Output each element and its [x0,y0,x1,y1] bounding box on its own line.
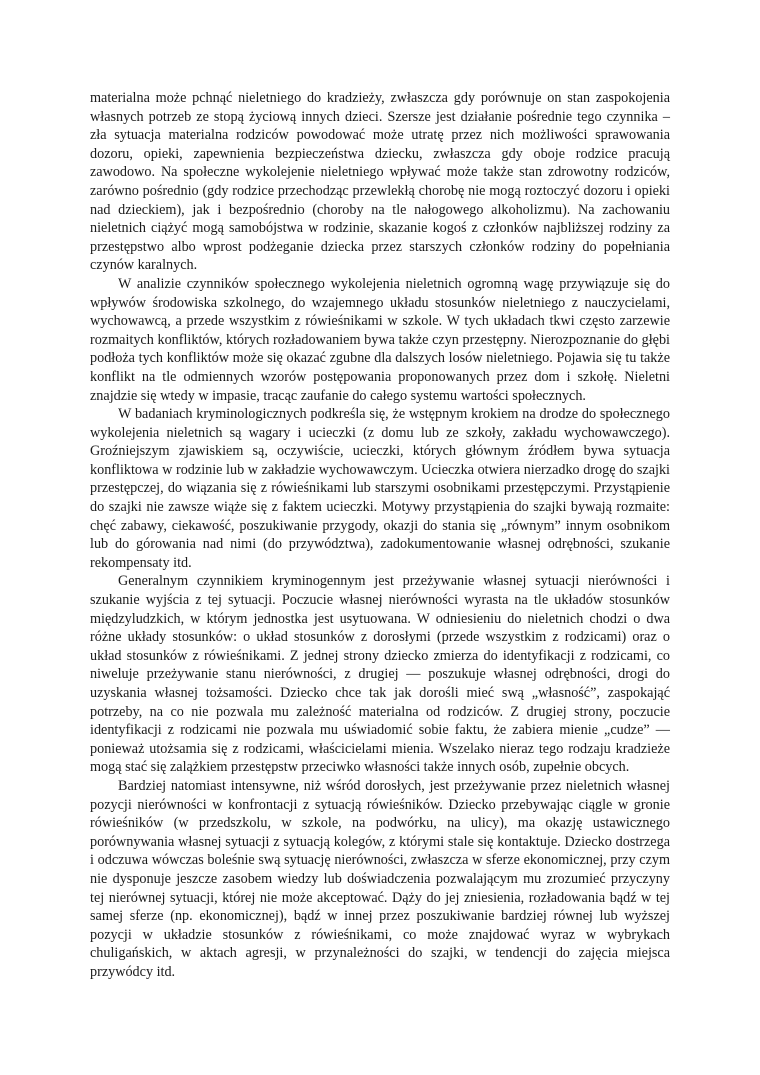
paragraph-5: Bardziej natomiast intensywne, niż wśród dorosłych, jest przeżywanie przez nieletnich własnej pozycji nierówności w konfrontacji z sytuacją rówieśników. Dziecko przebywając ciągle w gronie rówieśników (w przedszkolu, w szkole, na podwórku, na ulicy), ma okazję ustawicznego porównywania własnej sytuacji z sytuacją kolegów, z którymi stale się kontaktuje. Dziecko dostrzega i odczuwa wówczas boleśnie swą sytuację nierówności, zwłaszcza w sferze ekonomicznej, przy czym nie dysponuje jeszcze zasobem wiedzy lub doświadczenia pozwalającym mu zrozumieć przyczyny tej nierównej sytuacji, której nie może akceptować. Dąży do jej zniesienia, rozładowania bądź w tej samej sferze (np. ekonomicznej), bądź w innej przez poszukiwanie bardziej równej lub wyższej pozycji w układzie stosunków z rówieśnikami, co może znajdować wyraz w wybrykach chuligańskich, w aktach agresji, w przynależności do szajki, w tendencji do zajęcia miejsca przywódcy itd. [90,777,670,980]
paragraph-1: materialna może pchnąć nieletniego do kradzieży, zwłaszcza gdy porównuje on stan zaspokojenia własnych potrzeb ze stopą życiową innych dzieci. Szersze jest działanie pośrednie tego czynnika – zła sytuacja materialna rodziców powodować może utratę przez nich możliwości sprawowania dozoru, opieki, zapewnienia bezpieczeństwa dziecku, zwłaszcza gdy oboje rodzice pracują zawodowo. Na społeczne wykolejenie nieletniego wpływać może także stan zdrowotny rodziców, zarówno pośrednio (gdy rodzice przechodząc przewlekłą chorobę nie mogą roztoczyć dozoru i opieki nad dzieckiem), jak i bezpośrednio (choroby na tle nałogowego alkoholizmu). Na zachowaniu nieletnich ciążyć mogą samobójstwa w rodzinie, skazanie kogoś z członków najbliższej rodziny za przestępstwo albo wprost podżeganie dziecka przez starszych członków rodziny do popełniania czynów karalnych. [90,90,670,274]
paragraph-2: W analizie czynników społecznego wykolejenia nieletnich ogromną wagę przywiązuje się do wpływów środowiska szkolnego, do wzajemnego układu stosunków nieletniego z nauczycielami, wychowawcą, a przede wszystkim z rówieśnikami w szkole. W tych układach tkwi często zarzewie rozmaitych konfliktów, których rozładowaniem bywa także czyn przestępny. Nierozpoznanie do głębi podłoża tych konfliktów może się okazać zgubne dla dalszych losów nieletniego. Pojawia się tu także konflikt na tle odmiennych wzorów postępowania proponowanych przez dom i szkołę. Nieletni znajdzie się wtedy w impasie, tracąc zaufanie do całego systemu wartości społecznych. [90,275,670,404]
paragraph-4: Generalnym czynnikiem kryminogennym jest przeżywanie własnej sytuacji nierówności i szukanie wyjścia z tej sytuacji. Poczucie własnej nierówności wyrasta na tle układów stosunków międzyludzkich, w którym jednostka jest usytuowana. W odniesieniu do nieletnich chodzi o dwa różne układy stosunków: o układ stosunków z dorosłymi (przede wszystkim z rodzicami) oraz o układ stosunków z rówieśnikami. Z jednej strony dziecko zmierza do identyfikacji z rodzicami, co niweluje przeżywanie stanu nierówności, z drugiej — poszukuje własnej odrębności, drogi do uzyskania własnej tożsamości. Dziecko chce tak jak dorośli mieć swą „własność”, zaspokająć potrzeby, na co nie pozwala mu zależność materialna od rodziców. Z drugiej strony, poczucie identyfikacji z rodzicami nie pozwala mu uświadomić sobie faktu, że zabiera mienie „cudze” — ponieważ utożsamia się z rodzicami, właścicielami mienia. Wszelako nieraz tego rodzaju kradzieże mogą stać się zalążkiem przestępstw przeciwko własności także innych osób, zupełnie obcych. [90,573,670,776]
paragraph-3: W badaniach kryminologicznych podkreśla się, że wstępnym krokiem na drodze do społecznego wykolejenia nieletnich są wagary i ucieczki (z domu lub ze szkoły, zakładu wychowawczego). Groźniejszym zjawiskiem są, oczywiście, ucieczki, których głównym źródłem bywa sytuacja konfliktowa w rodzinie lub w zakładzie wychowawczym. Ucieczka otwiera nierzadko drogę do szajki przestępczej, do wiązania się z rówieśnikami lub starszymi osobnikami przestępczymi. Przystąpienie do szajki nie zawsze wiąże się z faktem ucieczki. Motywy przystąpienia do szajki bywają rozmaite: chęć zabawy, ciekawość, poszukiwanie przygody, okazji do stania się „równym” innym osobnikom lub do górowania nad nimi (do przywództwa), zadokumentowanie własnej odrębności, szukanie rekompensaty itd. [90,406,670,571]
document-body [90,89,670,982]
